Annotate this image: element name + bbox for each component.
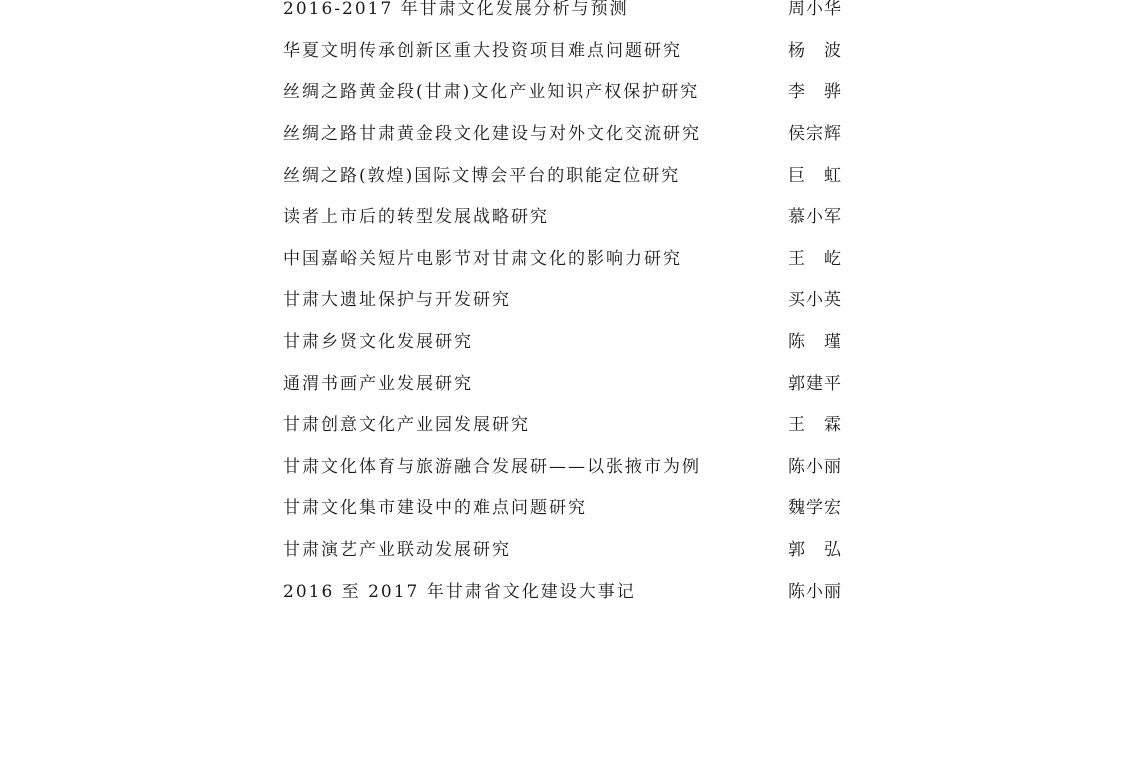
entry-title: 丝绸之路黄金段(甘肃)文化产业知识产权保护研究 xyxy=(283,82,700,103)
entry-title: 甘肃文化集市建设中的难点问题研究 xyxy=(283,498,587,519)
entry-author: 买小英 xyxy=(788,290,842,311)
entry-title: 丝绸之路甘肃黄金段文化建设与对外文化交流研究 xyxy=(283,124,701,145)
entry-title: 2016-2017 年甘肃文化发展分析与预测 xyxy=(283,0,629,20)
toc-entry xyxy=(283,152,843,194)
toc-entry xyxy=(283,0,843,28)
entry-title: 读者上市后的转型发展战略研究 xyxy=(283,207,549,228)
entry-author: 慕小军 xyxy=(788,207,842,228)
entry-author: 侯宗辉 xyxy=(788,124,842,145)
entry-title: 通渭书画产业发展研究 xyxy=(283,373,473,394)
toc-entry xyxy=(283,28,843,70)
entry-title: 中国嘉峪关短片电影节对甘肃文化的影响力研究 xyxy=(283,248,682,269)
entry-title: 甘肃演艺产业联动发展研究 xyxy=(283,540,511,561)
entry-author: 王 屹 xyxy=(788,248,842,269)
toc-entry xyxy=(283,236,843,278)
entry-title: 丝绸之路(敦煌)国际文博会平台的职能定位研究 xyxy=(283,165,681,186)
entry-author: 李 骅 xyxy=(788,82,842,103)
entry-author: 陈小丽 xyxy=(788,456,842,477)
entry-title: 甘肃大遗址保护与开发研究 xyxy=(283,290,511,311)
entry-title: 甘肃文化体育与旅游融合发展研——以张掖市为例 xyxy=(283,456,701,477)
entry-author: 杨 波 xyxy=(788,40,842,61)
entry-author: 周小华 xyxy=(788,0,842,20)
toc-entry xyxy=(283,485,843,527)
entry-author: 郭 弘 xyxy=(788,540,842,561)
toc-entry xyxy=(283,402,843,444)
toc-entry xyxy=(283,111,843,153)
entry-title: 2016 至 2017 年甘肃省文化建设大事记 xyxy=(283,581,636,602)
entry-author: 魏学宏 xyxy=(788,498,842,519)
entry-title: 甘肃创意文化产业园发展研究 xyxy=(283,415,530,436)
entry-author: 巨 虹 xyxy=(788,165,842,186)
entry-title: 华夏文明传承创新区重大投资项目难点问题研究 xyxy=(283,40,682,61)
entry-author: 陈小丽 xyxy=(788,581,842,602)
toc-entry xyxy=(283,319,843,361)
toc-entry xyxy=(283,568,843,610)
toc-entry xyxy=(283,527,843,569)
entry-author: 王 霖 xyxy=(788,415,842,436)
toc-entry xyxy=(283,360,843,402)
table-of-contents xyxy=(283,0,843,610)
entry-author: 郭建平 xyxy=(788,373,842,394)
toc-entry xyxy=(283,194,843,236)
toc-entry xyxy=(283,69,843,111)
entry-title: 甘肃乡贤文化发展研究 xyxy=(283,332,473,353)
toc-entry xyxy=(283,277,843,319)
entry-author: 陈 瑾 xyxy=(788,332,842,353)
toc-entry xyxy=(283,444,843,486)
